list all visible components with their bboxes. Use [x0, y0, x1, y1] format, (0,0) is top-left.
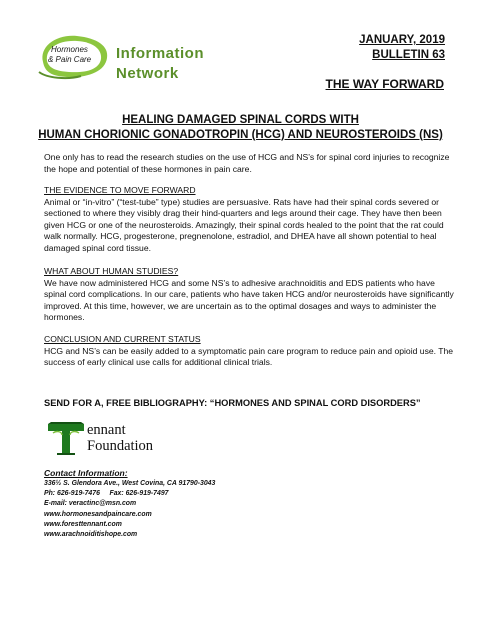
title-line-1: HEALING DAMAGED SPINAL CORDS WITH	[122, 114, 359, 126]
website-link[interactable]: www.hormonesandpaincare.com	[44, 510, 152, 518]
foundation-name	[87, 422, 153, 454]
bulletin-info	[359, 33, 445, 63]
foundation-line-1: ennant	[87, 422, 126, 438]
section-human-studies	[44, 266, 454, 324]
page-title	[0, 113, 481, 143]
logo-text-bottom: & Pain Care	[48, 55, 92, 64]
title-line-2: HUMAN CHORIONIC GONADOTROPIN (HCG) AND NEUROSTEROIDS (NS)	[38, 129, 443, 141]
section-evidence	[44, 185, 454, 254]
website-link[interactable]: www.arachnoiditishope.com	[44, 531, 138, 539]
section-conclusion	[44, 334, 454, 369]
bulletin-number: BULLETIN 63	[372, 49, 445, 61]
logo-text-top: Hormones	[51, 45, 88, 54]
website-link[interactable]: www.foresttennant.com	[44, 520, 122, 528]
contact-phone: Ph: 626-919-7476 Fax: 626-919-7497	[44, 490, 169, 498]
brand-line-1: Information	[116, 45, 204, 62]
contact-heading: Contact Information:	[44, 468, 128, 478]
hormones-pain-care-logo	[37, 32, 111, 80]
tagline: THE WAY FORWARD	[325, 77, 444, 91]
brand-name	[116, 44, 204, 84]
section-heading: THE EVIDENCE TO MOVE FORWARD	[44, 185, 196, 195]
bulletin-date: JANUARY, 2019	[359, 34, 445, 46]
tree-t-icon	[45, 421, 87, 455]
foundation-line-2: Foundation	[87, 438, 154, 454]
section-text: We have now administered HCG and some NS’s to adhesive arachnoiditis and EDS patients who have spinal cord complications. In our care, patients who have taken HCG and/or neurosteroids have significantly improved. At this time, however, we are uncertain as to the optimal dosages and ways to administer the hormones.	[44, 277, 454, 322]
tennant-foundation-logo	[45, 421, 87, 455]
brand-line-2: Network	[116, 65, 179, 82]
section-heading: CONCLUSION AND CURRENT STATUS	[44, 334, 201, 344]
section-heading: WHAT ABOUT HUMAN STUDIES?	[44, 266, 179, 276]
contact-email: E-mail: veractinc@msn.com	[44, 500, 137, 508]
contact-address: 336½ S. Glendora Ave., West Covina, CA 91790-3043	[44, 480, 216, 487]
bibliography-offer: SEND FOR A, FREE BIBLIOGRAPHY: “HORMONES AND SPINAL CORD DISORDERS”	[44, 398, 421, 408]
contact-info	[44, 468, 215, 540]
section-text: Animal or “in-vitro” (“test-tube” type) studies are persuasive. Rats have had their spinal cords severed or sectioned to where they visibly drag their hind-quarters and legs around their cage. They have then been given HCG or one of the neurosteroids. Amazingly, their spinal cords healed to the point that the rat could walk normally. HCG, progesterone, pregnenolone, estradiol, and DHEA have all shown potential to heal damaged spinal cord tissue.	[44, 196, 444, 253]
intro-paragraph: One only has to read the research studies on the use of HCG and NS’s for spinal cord injuries to recognize the hope and potential of these hormones in pain care.	[44, 152, 450, 174]
section-text: HCG and NS’s can be easily added to a symptomatic pain care program to reduce pain and opioid use. The success of early clinical use calls for additional clinical trials.	[44, 345, 454, 367]
